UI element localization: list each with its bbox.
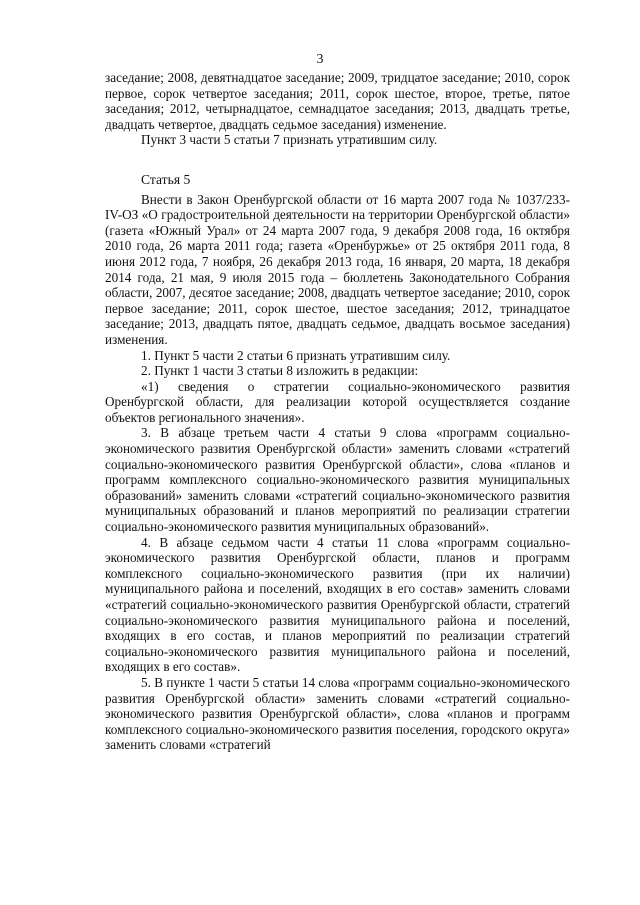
article-5-item-2-quote: «1) сведения о стратегии социально-экономического развития Оренбургской области, для реализации которой осуществляется создание объектов регионального значения».: [105, 378, 570, 425]
article-5-item-3: 3. В абзаце третьем части 4 статьи 9 слова «программ социально-экономического развития Оренбургской области» заменить словами «стратегий социально-экономического развития Оренбургской области», слова «планов и программ комплексного социально-экономического развития муниципальных образований» заменить словами «стратегий социально-экономического развития муниципальных образований и планов мероприятий по реализации стратегии социально-экономического развития муниципальных образований».: [105, 425, 570, 535]
article-5-item-1: 1. Пункт 5 части 2 статьи 6 признать утратившим силу.: [141, 347, 451, 363]
article-4-item-3: Пункт 3 части 5 статьи 7 признать утратившим силу.: [141, 132, 438, 148]
article-5-heading: Статья 5: [141, 171, 191, 187]
article-5-item-2: 2. Пункт 1 части 3 статьи 8 изложить в редакции:: [141, 363, 419, 379]
page-number: 3: [316, 52, 324, 67]
article-5-item-5: 5. В пункте 1 части 5 статьи 14 слова «программ социально-экономического развития Оренбургской области» заменить словами «стратегий социально-экономического развития Оренбургской области», слова «планов и программ комплексного социально-экономического развития поселения, городского округа» заменить словами «стратегий: [105, 674, 570, 753]
article-4-continuation: заседание; 2008, девятнадцатое заседание; 2009, тридцатое заседание; 2010, сорок первое, сорок четвертое заседания; 2011, сорок шестое, второе, третье, пятое заседания; 2012, четырнадцатое, семнадцатое заседания; 2013, двадцать третье, двадцать четвертое, двадцать седьмое заседания) изменение.: [105, 70, 570, 132]
article-5-item-4: 4. В абзаце седьмом части 4 статьи 11 слова «программ социально-экономического развития Оренбургской области, планов и программ комплексного социально-экономического развития (при их наличии) муниципального района и поселений, входящих в его состав» заменить словами «стратегий социально-экономического развития Оренбургской области, стратегий социально-экономического развития муниципального района и поселений, входящих в его состав, и планов мероприятий по реализации стратегий социально-экономического развития муниципального района и поселений, входящих в его состав».: [105, 534, 570, 675]
article-5-intro: Внести в Закон Оренбургской области от 16 марта 2007 года № 1037/233-IV-ОЗ «О градостроительной деятельности на территории Оренбургской области» (газета «Южный Урал» от 24 марта 2007 года, 9 декабря 2008 года, 16 октября 2010 года, 26 марта 2011 года; газета «Оренбуржье» от 25 октября 2011 года, 8 июня 2012 года, 7 ноября, 26 декабря 2013 года, 16 января, 20 марта, 18 декабря 2014 года, 21 мая, 9 июля 2015 года – бюллетень Законодательного Собрания области, 2007, десятое заседание; 2008, двадцать четвертое заседание; 2010, сорок первое заседание; 2011, сорок шестое, шестое заседания; 2012, тринадцатое заседание; 2013, двадцать пятое, двадцать седьмое, двадцать восьмое заседания) изменения.: [105, 191, 570, 347]
document-body: [105, 70, 570, 753]
